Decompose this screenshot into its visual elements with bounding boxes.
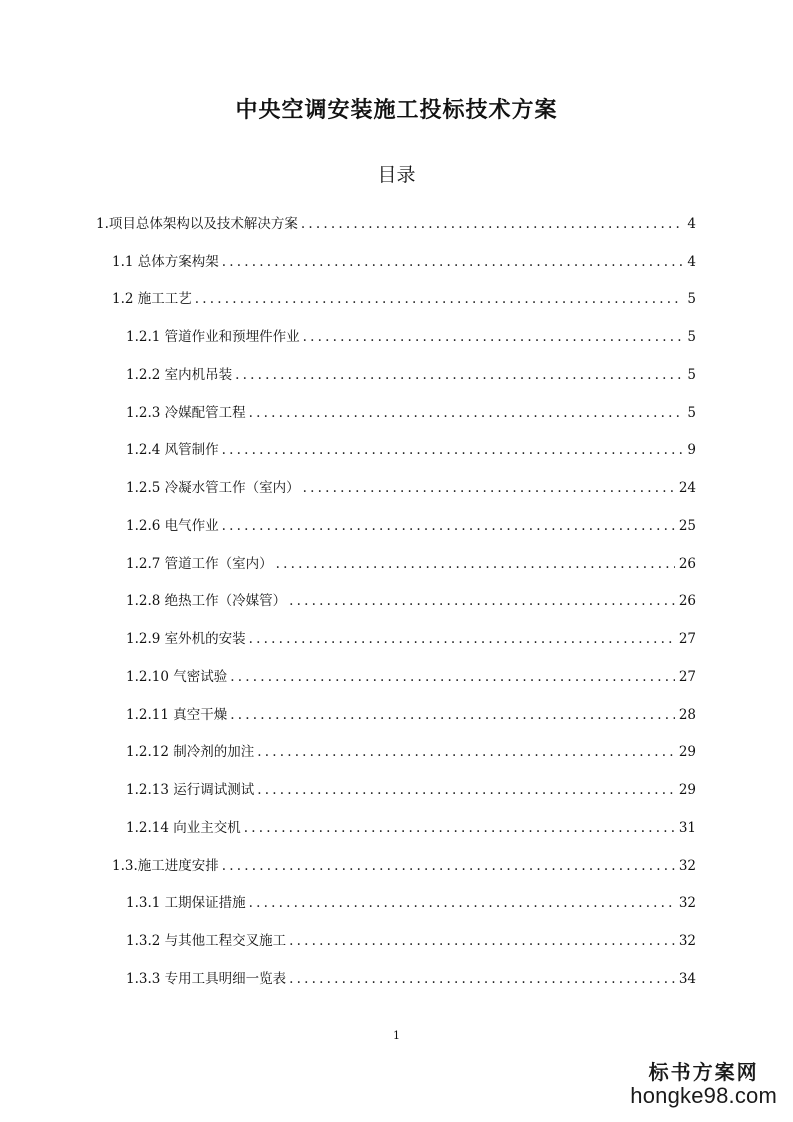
- toc-entry-row: [126, 967, 696, 987]
- toc-entry[interactable]: [0, 203, 793, 241]
- toc-dot-leader: [235, 367, 683, 383]
- toc-entry-label: 1.2.12 制冷剂的加注: [126, 744, 255, 761]
- toc-entry[interactable]: [0, 656, 793, 694]
- toc-entry-page: 27: [678, 631, 696, 648]
- toc-entry-row: [126, 665, 696, 685]
- toc-entry-row: [126, 514, 696, 534]
- toc-dot-leader: [301, 216, 684, 232]
- toc-entry-row: [126, 589, 696, 609]
- toc-dot-leader: [289, 593, 675, 609]
- toc-entry-row: [96, 212, 696, 232]
- toc-entry-page: 32: [678, 857, 696, 874]
- toc-entry-label: 1.2.2 室内机吊装: [126, 366, 233, 383]
- toc-dot-leader: [249, 895, 675, 911]
- toc-entry-row: [126, 401, 696, 421]
- toc-entry-label: 1.2 施工工艺: [112, 291, 192, 308]
- toc-dot-leader: [249, 405, 684, 421]
- toc-entry-label: 1.2.4 风管制作: [126, 442, 219, 459]
- toc-entry-page: 27: [678, 668, 696, 685]
- toc-entry[interactable]: [0, 241, 793, 279]
- toc-entry-row: [112, 250, 696, 270]
- toc-entry-page: 5: [687, 329, 696, 346]
- toc-entry-row: [126, 740, 696, 760]
- toc-entry-page: 4: [687, 253, 696, 270]
- toc-entry-row: [126, 703, 696, 723]
- toc-entry-row: [126, 438, 696, 458]
- toc-entry[interactable]: [0, 354, 793, 392]
- toc-entry-label: 1.1 总体方案构架: [112, 253, 219, 270]
- toc-dot-leader: [222, 858, 675, 874]
- toc-entry-label: 1.2.11 真空干燥: [126, 706, 228, 723]
- toc-entry[interactable]: [0, 958, 793, 996]
- table-of-contents: [0, 203, 793, 996]
- toc-entry-page: 29: [678, 744, 696, 761]
- watermark-logo: [630, 1060, 777, 1108]
- toc-dot-leader: [222, 442, 684, 458]
- toc-entry[interactable]: [0, 392, 793, 430]
- toc-entry[interactable]: [0, 694, 793, 732]
- toc-dot-leader: [249, 631, 675, 647]
- toc-entry-label: 1.2.8 绝热工作（冷媒管）: [126, 593, 287, 610]
- toc-entry-label: 1.2.5 冷凝水管工作（室内）: [126, 480, 300, 497]
- toc-entry-page: 5: [687, 291, 696, 308]
- toc-entry-page: 29: [678, 782, 696, 799]
- toc-entry-page: 4: [687, 215, 696, 232]
- toc-entry-page: 28: [678, 706, 696, 723]
- toc-entry[interactable]: [0, 430, 793, 468]
- toc-entry-page: 5: [687, 404, 696, 421]
- toc-entry[interactable]: [0, 581, 793, 619]
- toc-entry[interactable]: [0, 845, 793, 883]
- page-number: 1: [393, 1029, 400, 1042]
- toc-entry-label: 1.3.施工进度安排: [112, 857, 219, 874]
- toc-entry-page: 5: [687, 366, 696, 383]
- toc-dot-leader: [195, 291, 684, 307]
- toc-entry-page: 31: [678, 819, 696, 836]
- toc-entry-row: [112, 287, 696, 307]
- toc-entry[interactable]: [0, 769, 793, 807]
- toc-entry-row: [126, 891, 696, 911]
- toc-entry-label: 1.项目总体架构以及技术解决方案: [96, 215, 298, 232]
- toc-entry-page: 9: [687, 442, 696, 459]
- toc-dot-leader: [244, 820, 675, 836]
- toc-entry-page: 32: [678, 895, 696, 912]
- toc-entry[interactable]: [0, 920, 793, 958]
- toc-entry-label: 1.2.10 气密试验: [126, 668, 228, 685]
- document-title: 中央空调安装施工投标技术方案: [235, 97, 558, 123]
- toc-entry-label: 1.3.3 专用工具明细一览表: [126, 970, 287, 987]
- toc-entry[interactable]: [0, 279, 793, 317]
- toc-entry[interactable]: [0, 883, 793, 921]
- toc-entry-row: [126, 552, 696, 572]
- toc-entry[interactable]: [0, 467, 793, 505]
- toc-entry-row: [126, 627, 696, 647]
- toc-entry-label: 1.2.9 室外机的安装: [126, 631, 246, 648]
- toc-entry[interactable]: [0, 543, 793, 581]
- toc-entry-row: [126, 778, 696, 798]
- toc-dot-leader: [257, 782, 675, 798]
- toc-entry[interactable]: [0, 505, 793, 543]
- toc-dot-leader: [222, 254, 684, 270]
- toc-dot-leader: [289, 971, 675, 987]
- toc-entry-label: 1.2.3 冷媒配管工程: [126, 404, 246, 421]
- toc-entry-row: [126, 476, 696, 496]
- toc-entry[interactable]: [0, 732, 793, 770]
- toc-dot-leader: [222, 518, 675, 534]
- toc-entry-row: [126, 325, 696, 345]
- toc-entry-row: [112, 854, 696, 874]
- toc-entry-page: 26: [678, 593, 696, 610]
- watermark-url: hongke98.com: [630, 1083, 777, 1108]
- toc-entry-label: 1.3.2 与其他工程交叉施工: [126, 933, 287, 950]
- toc-dot-leader: [230, 707, 675, 723]
- toc-entry-row: [126, 363, 696, 383]
- toc-entry-row: [126, 816, 696, 836]
- toc-entry[interactable]: [0, 316, 793, 354]
- toc-heading: 目录: [377, 164, 416, 186]
- toc-entry-label: 1.2.6 电气作业: [126, 517, 219, 534]
- toc-entry-label: 1.2.7 管道工作（室内）: [126, 555, 273, 572]
- toc-dot-leader: [303, 480, 675, 496]
- toc-entry-label: 1.2.1 管道作业和预埋件作业: [126, 329, 300, 346]
- toc-dot-leader: [289, 933, 675, 949]
- toc-dot-leader: [257, 744, 675, 760]
- toc-entry-page: 26: [678, 555, 696, 572]
- toc-entry-page: 34: [678, 970, 696, 987]
- toc-dot-leader: [230, 669, 675, 685]
- toc-entry-label: 1.2.13 运行调试测试: [126, 782, 255, 799]
- toc-entry-label: 1.3.1 工期保证措施: [126, 895, 246, 912]
- toc-entry-row: [126, 929, 696, 949]
- toc-entry-page: 25: [678, 517, 696, 534]
- toc-entry-page: 32: [678, 933, 696, 950]
- toc-entry[interactable]: [0, 618, 793, 656]
- toc-entry-label: 1.2.14 向业主交机: [126, 819, 241, 836]
- toc-dot-leader: [303, 329, 684, 345]
- toc-dot-leader: [276, 556, 675, 572]
- toc-entry[interactable]: [0, 807, 793, 845]
- watermark-brand: 标书方案网: [648, 1060, 759, 1084]
- toc-entry-page: 24: [678, 480, 696, 497]
